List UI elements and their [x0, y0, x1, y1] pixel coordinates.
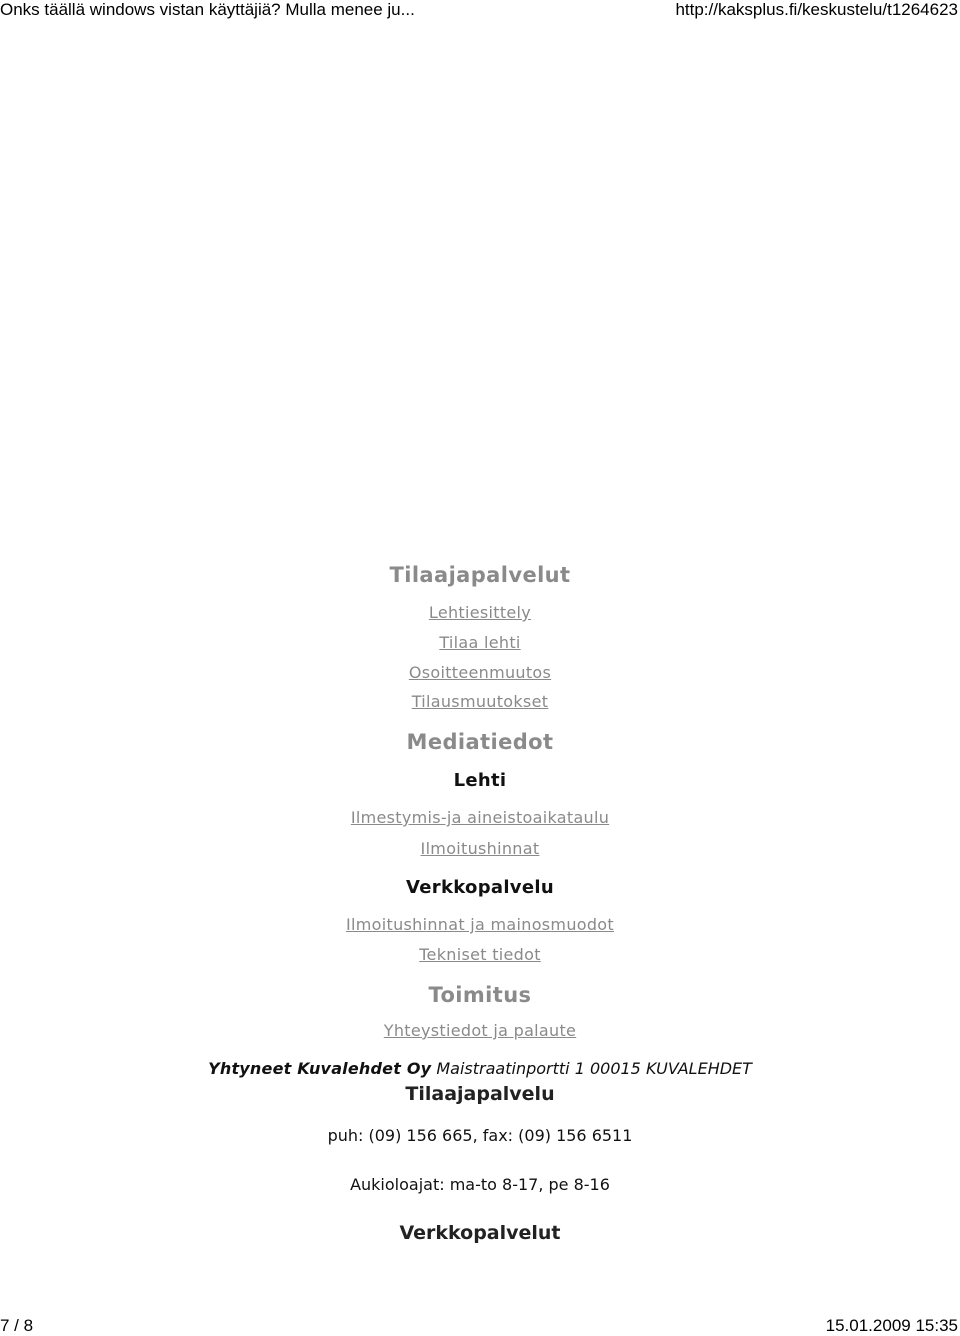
verkkopalvelu-heading: Verkkopalvelu [406, 877, 554, 898]
link-tilaa-lehti[interactable]: Tilaa lehti [439, 633, 521, 652]
link-yhteystiedot-row [0, 1021, 960, 1040]
verkkopalvelut-heading: Verkkopalvelut [399, 1222, 561, 1244]
link-lehtiesittely[interactable]: Lehtiesittely [428, 603, 532, 622]
link-tilaa-lehti-row [0, 633, 960, 652]
print-header-title: Onks täällä windows vistan käyttäjiä? Mulla menee ju... [0, 0, 415, 19]
link-osoitteenmuutos[interactable]: Osoitteenmuutos [408, 663, 552, 682]
link-yhteystiedot-palaute[interactable]: Yhteystiedot ja palaute [383, 1021, 577, 1040]
company-name: Yhtyneet Kuvalehdet Oy [208, 1059, 432, 1078]
company-address: Maistraatinportti 1 00015 KUVALEHDET [436, 1059, 752, 1078]
toimitus-heading: Toimitus [428, 983, 532, 1007]
phone-fax: puh: (09) 156 665, fax: (09) 156 6511 [327, 1126, 633, 1145]
page-number: 7 / 8 [0, 1316, 34, 1335]
link-ilmoitushinnat-row [0, 839, 960, 858]
tilaajapalvelu-heading: Tilaajapalvelu [405, 1083, 555, 1105]
mediatiedot-heading: Mediatiedot [406, 730, 554, 754]
link-ilmoitushinnat-mainosmuodot[interactable]: Ilmoitushinnat ja mainosmuodot [346, 915, 614, 934]
lehti-heading: Lehti [453, 770, 507, 791]
link-ilmestymis-row [0, 808, 960, 827]
link-tilausmuutokset[interactable]: Tilausmuutokset [411, 692, 549, 711]
tilaajapalvelut-heading: Tilaajapalvelut [389, 563, 571, 587]
link-ilmoitushinnat[interactable]: Ilmoitushinnat [420, 839, 540, 858]
link-tilausmuutokset-row [0, 692, 960, 711]
link-tekniset-tiedot[interactable]: Tekniset tiedot [419, 945, 541, 964]
print-datetime: 15.01.2009 15:35 [825, 1316, 958, 1335]
print-footer [0, 1316, 960, 1336]
link-tekniset-row [0, 945, 960, 964]
company-address-line [0, 1059, 960, 1078]
link-osoitteenmuutos-row [0, 663, 960, 682]
link-lehtiesittely-row [0, 603, 960, 622]
link-ilmestymis-aikataulu[interactable]: Ilmestymis-ja aineistoaikataulu [350, 808, 610, 827]
print-header-url: http://kaksplus.fi/keskustelu/t1264623 [675, 0, 958, 19]
opening-hours: Aukioloajat: ma-to 8-17, pe 8-16 [350, 1175, 610, 1194]
link-mainosmuodot-row [0, 915, 960, 934]
print-header [0, 0, 960, 22]
